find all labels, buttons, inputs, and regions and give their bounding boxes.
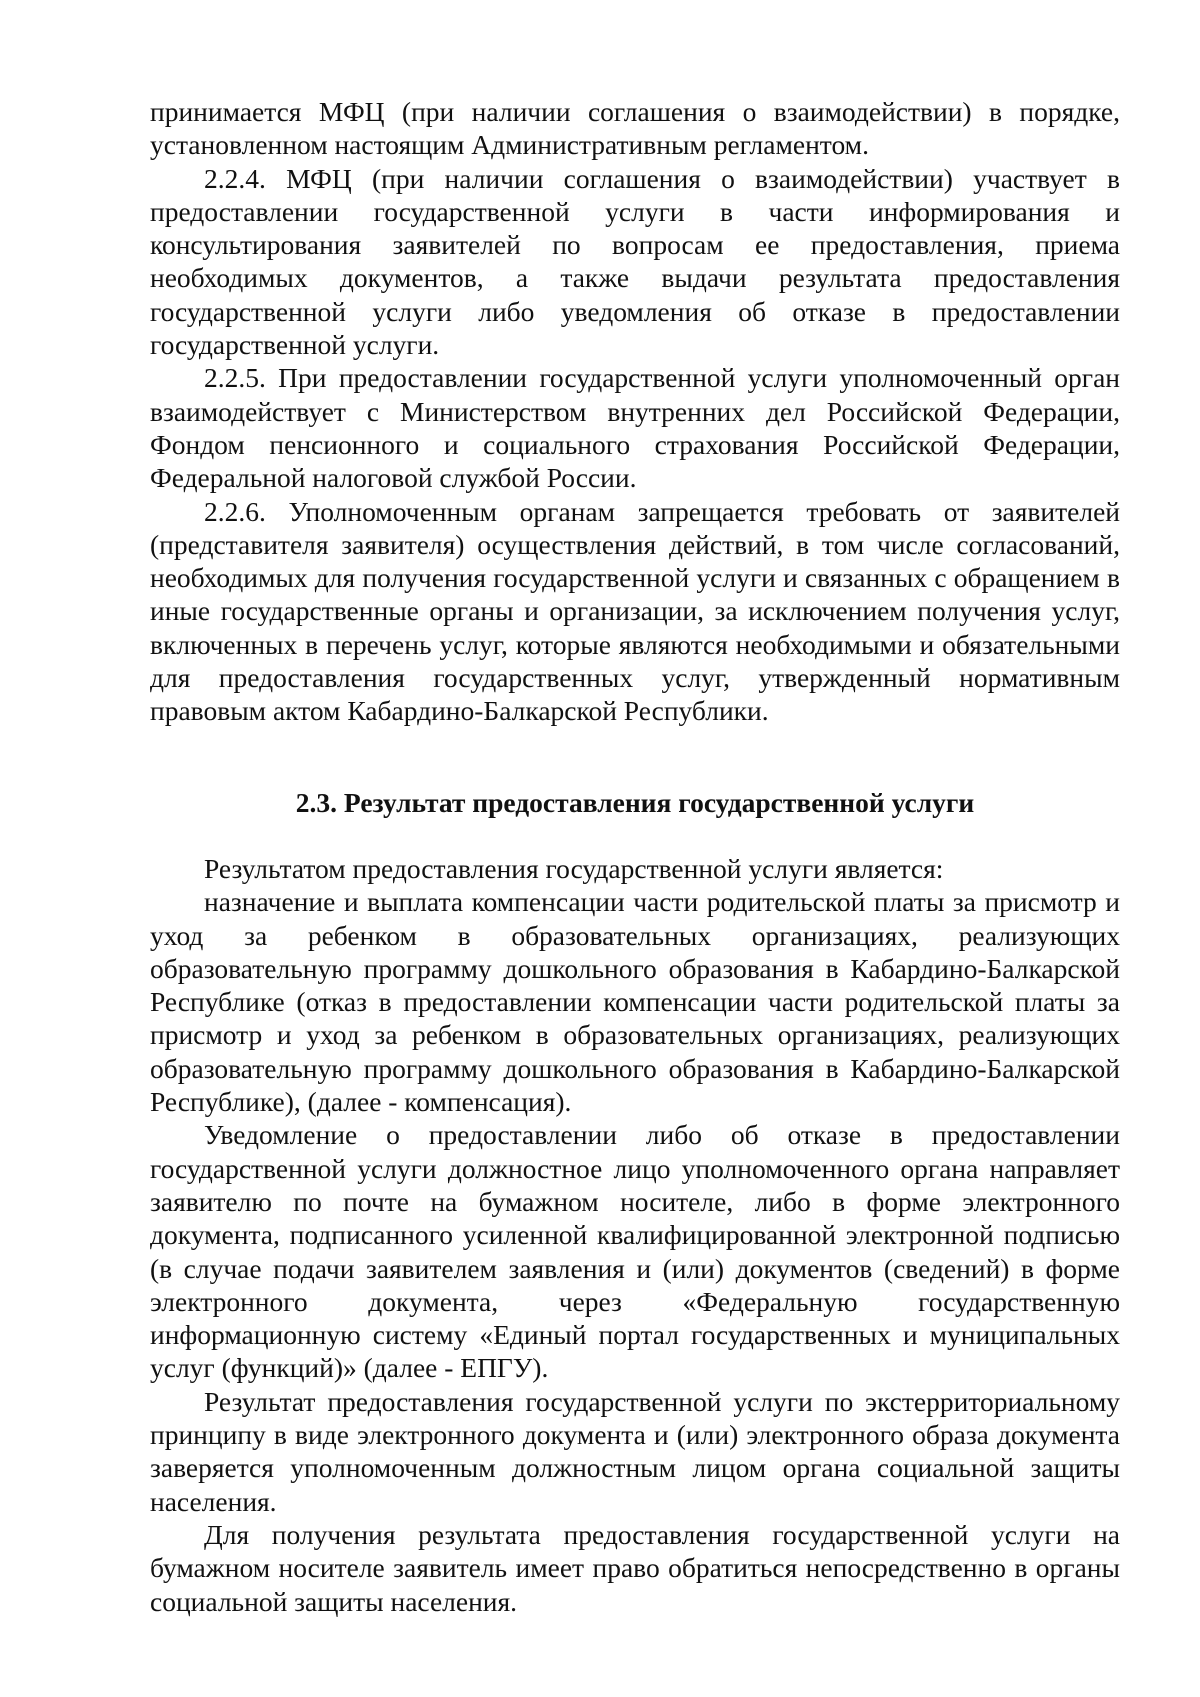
text-block-bottom — [150, 852, 1120, 1618]
paragraph-extraterritorial: Результат предоставления государственной услуги по экстерриториальному принципу в виде электронного документа и (или) электронного образа документа заверяется уполномоченным должностным лицом органа социальной защиты населения. — [150, 1385, 1120, 1517]
paragraph-result-intro: Результатом предоставления государственной услуги является: — [204, 853, 944, 884]
text-block-top — [150, 95, 1120, 728]
paragraph-continuation: принимается МФЦ (при наличии соглашения о взаимодействии) в порядке, установленном настоящим Административным регламентом. — [150, 96, 1120, 161]
paragraph-notification: Уведомление о предоставлении либо об отказе в предоставлении государственной услуги должностное лицо уполномоченного органа направляет заявителю по почте на бумажном носителе, либо в форме электронного документа, подписанного усиленной квалифицированной электронной подписью (в случае подачи заявителем заявления и (или) документов (сведений) в форме электронного документа, через «Федеральную государственную информационную систему «Единый портал государственных и муниципальных услуг (функций)» (далее - ЕПГУ). — [150, 1119, 1120, 1384]
paragraph-2-2-5: 2.2.5. При предоставлении государственной услуги уполномоченный орган взаимодействует с Министерством внутренних дел Российской Федерации, Фондом пенсионного и социального страхования Российской Федерации, Федеральной налоговой службой России. — [150, 362, 1120, 494]
paragraph-2-2-6: 2.2.6. Уполномоченным органам запрещается требовать от заявителей (представителя заявителя) осуществления действий, в том числе согласований, необходимых для получения государственной услуги и связанных с обращением в иные государственные органы и организации, за исключением получения услуг, включенных в перечень услуг, которые являются необходимыми и обязательными для предоставления государственных услуг, утвержденный нормативным правовым актом Кабардино-Балкарской Республики. — [150, 495, 1120, 727]
paragraph-paper-result: Для получения результата предоставления государственной услуги на бумажном носителе заявитель имеет право обратиться непосредственно в органы социальной защиты населения. — [150, 1518, 1120, 1617]
section-title: 2.3. Результат предоставления государственной услуги — [295, 787, 975, 818]
paragraph-2-2-4: 2.2.4. МФЦ (при наличии соглашения о взаимодействии) участвует в предоставлении государственной услуги в части информирования и консультирования заявителей по вопросам ее предоставления, приема необходимых документов, а также выдачи результата предоставления государственной услуги либо уведомления об отказе в предоставлении государственной услуги. — [150, 162, 1120, 361]
paragraph-result-compensation: назначение и выплата компенсации части родительской платы за присмотр и уход за ребенком в образовательных организациях, реализующих образовательную программу дошкольного образования в Кабардино-Балкарской Республике (отказ в предоставлении компенсации части родительской платы за присмотр и уход за ребенком в образовательных организациях, реализующих образовательную программу дошкольного образования в Кабардино-Балкарской Республике), (далее - компенсация). — [150, 886, 1120, 1118]
